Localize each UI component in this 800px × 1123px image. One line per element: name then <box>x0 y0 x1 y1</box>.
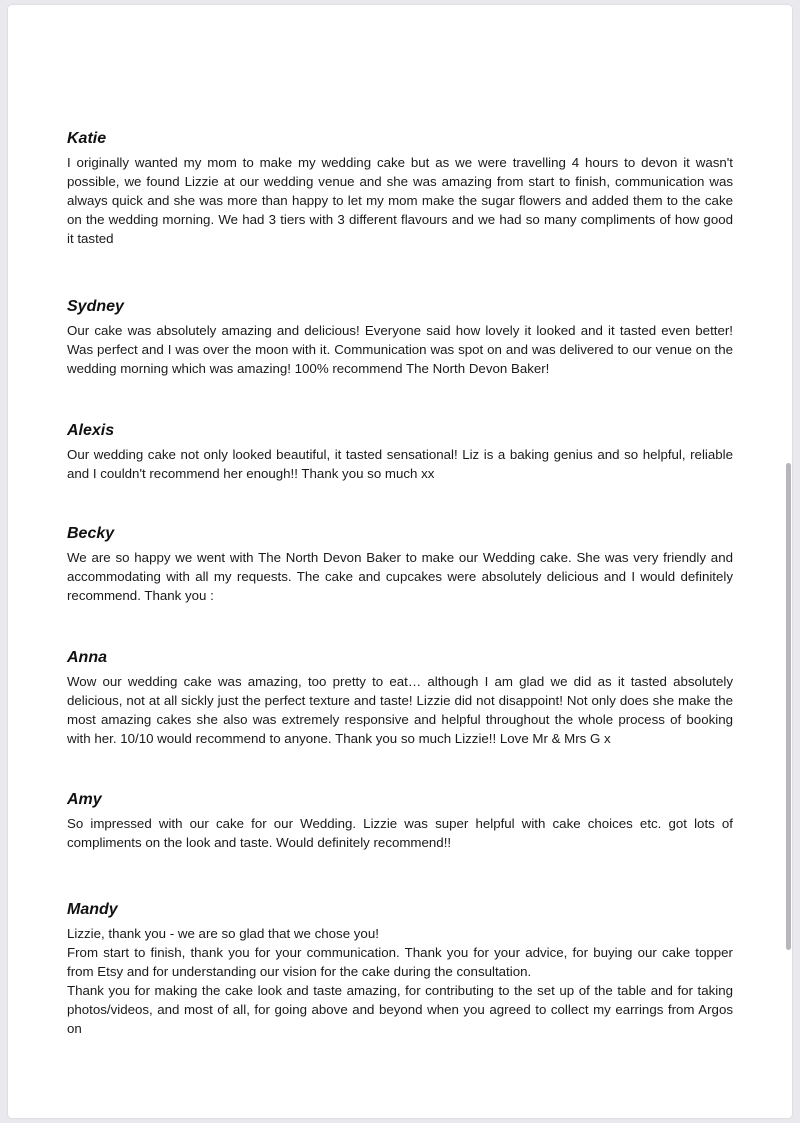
review-amy <box>67 788 733 852</box>
review-sydney <box>67 295 733 378</box>
review-becky <box>67 522 733 605</box>
review-paragraph: Our wedding cake not only looked beautiful, it tasted sensational! Liz is a baking genius and so helpful, reliable and I couldn't recommend her enough!! Thank you so much xx <box>67 447 733 481</box>
reviewer-name: Amy <box>67 791 102 808</box>
review-paragraph: Lizzie, thank you - we are so glad that we chose you! <box>67 926 379 941</box>
review-text <box>67 548 733 605</box>
document-page <box>8 5 792 1118</box>
reviews-list <box>67 127 733 1038</box>
review-text <box>67 153 733 248</box>
review-paragraph: We are so happy we went with The North Devon Baker to make our Wedding cake. She was very friendly and accommodating with all my requests. The cake and cupcakes were absolutely delicious and I would definitely recommend. Thank you : <box>67 550 733 603</box>
review-text <box>67 924 733 1038</box>
reviewer-name: Mandy <box>67 901 118 918</box>
reviewer-name: Anna <box>67 649 107 666</box>
review-paragraph: Our cake was absolutely amazing and delicious! Everyone said how lovely it looked and it tasted even better! Was perfect and I was over the moon with it. Communication was spot on and was delivered to our venue on the wedding morning which was amazing! 100% recommend The North Devon Baker! <box>67 323 733 376</box>
review-text <box>67 672 733 748</box>
review-paragraph: Thank you for making the cake look and taste amazing, for contributing to the set up of the table and for taking photos/videos, and most of all, for going above and beyond when you agreed to collect my earrings from Argos on <box>67 983 733 1036</box>
review-mandy <box>67 898 733 1038</box>
review-text <box>67 321 733 378</box>
review-paragraph: Wow our wedding cake was amazing, too pretty to eat… although I am glad we did as it tasted absolutely delicious, not at all sickly just the perfect texture and taste! Lizzie did not disappoint! Not only does she make the most amazing cakes she also was extremely responsive and helpful throughout the whole process of booking with her. 10/10 would recommend to anyone. Thank you so much Lizzie!! Love Mr & Mrs G x <box>67 674 733 746</box>
review-paragraph: I originally wanted my mom to make my wedding cake but as we were travelling 4 hours to devon it wasn't possible, we found Lizzie at our wedding venue and she was amazing from start to finish, communication was always quick and she was more than happy to let my mom make the sugar flowers and added them to the cake on the wedding morning. We had 3 tiers with 3 different flavours and we had so many compliments of how good it tasted <box>67 155 733 246</box>
reviewer-name: Sydney <box>67 298 124 315</box>
review-text <box>67 445 733 483</box>
review-paragraph: From start to finish, thank you for your communication. Thank you for your advice, for buying our cake topper from Etsy and for understanding our vision for the cake during the consultation. <box>67 945 733 979</box>
reviewer-name: Katie <box>67 130 107 147</box>
review-alexis <box>67 419 733 483</box>
reviewer-name: Alexis <box>67 422 115 439</box>
review-text <box>67 814 733 852</box>
reviewer-name: Becky <box>67 525 115 542</box>
review-katie <box>67 127 733 248</box>
vertical-scrollbar[interactable] <box>786 463 791 950</box>
review-anna <box>67 646 733 748</box>
review-paragraph: So impressed with our cake for our Wedding. Lizzie was super helpful with cake choices etc. got lots of compliments on the look and taste. Would definitely recommend!! <box>67 816 733 850</box>
